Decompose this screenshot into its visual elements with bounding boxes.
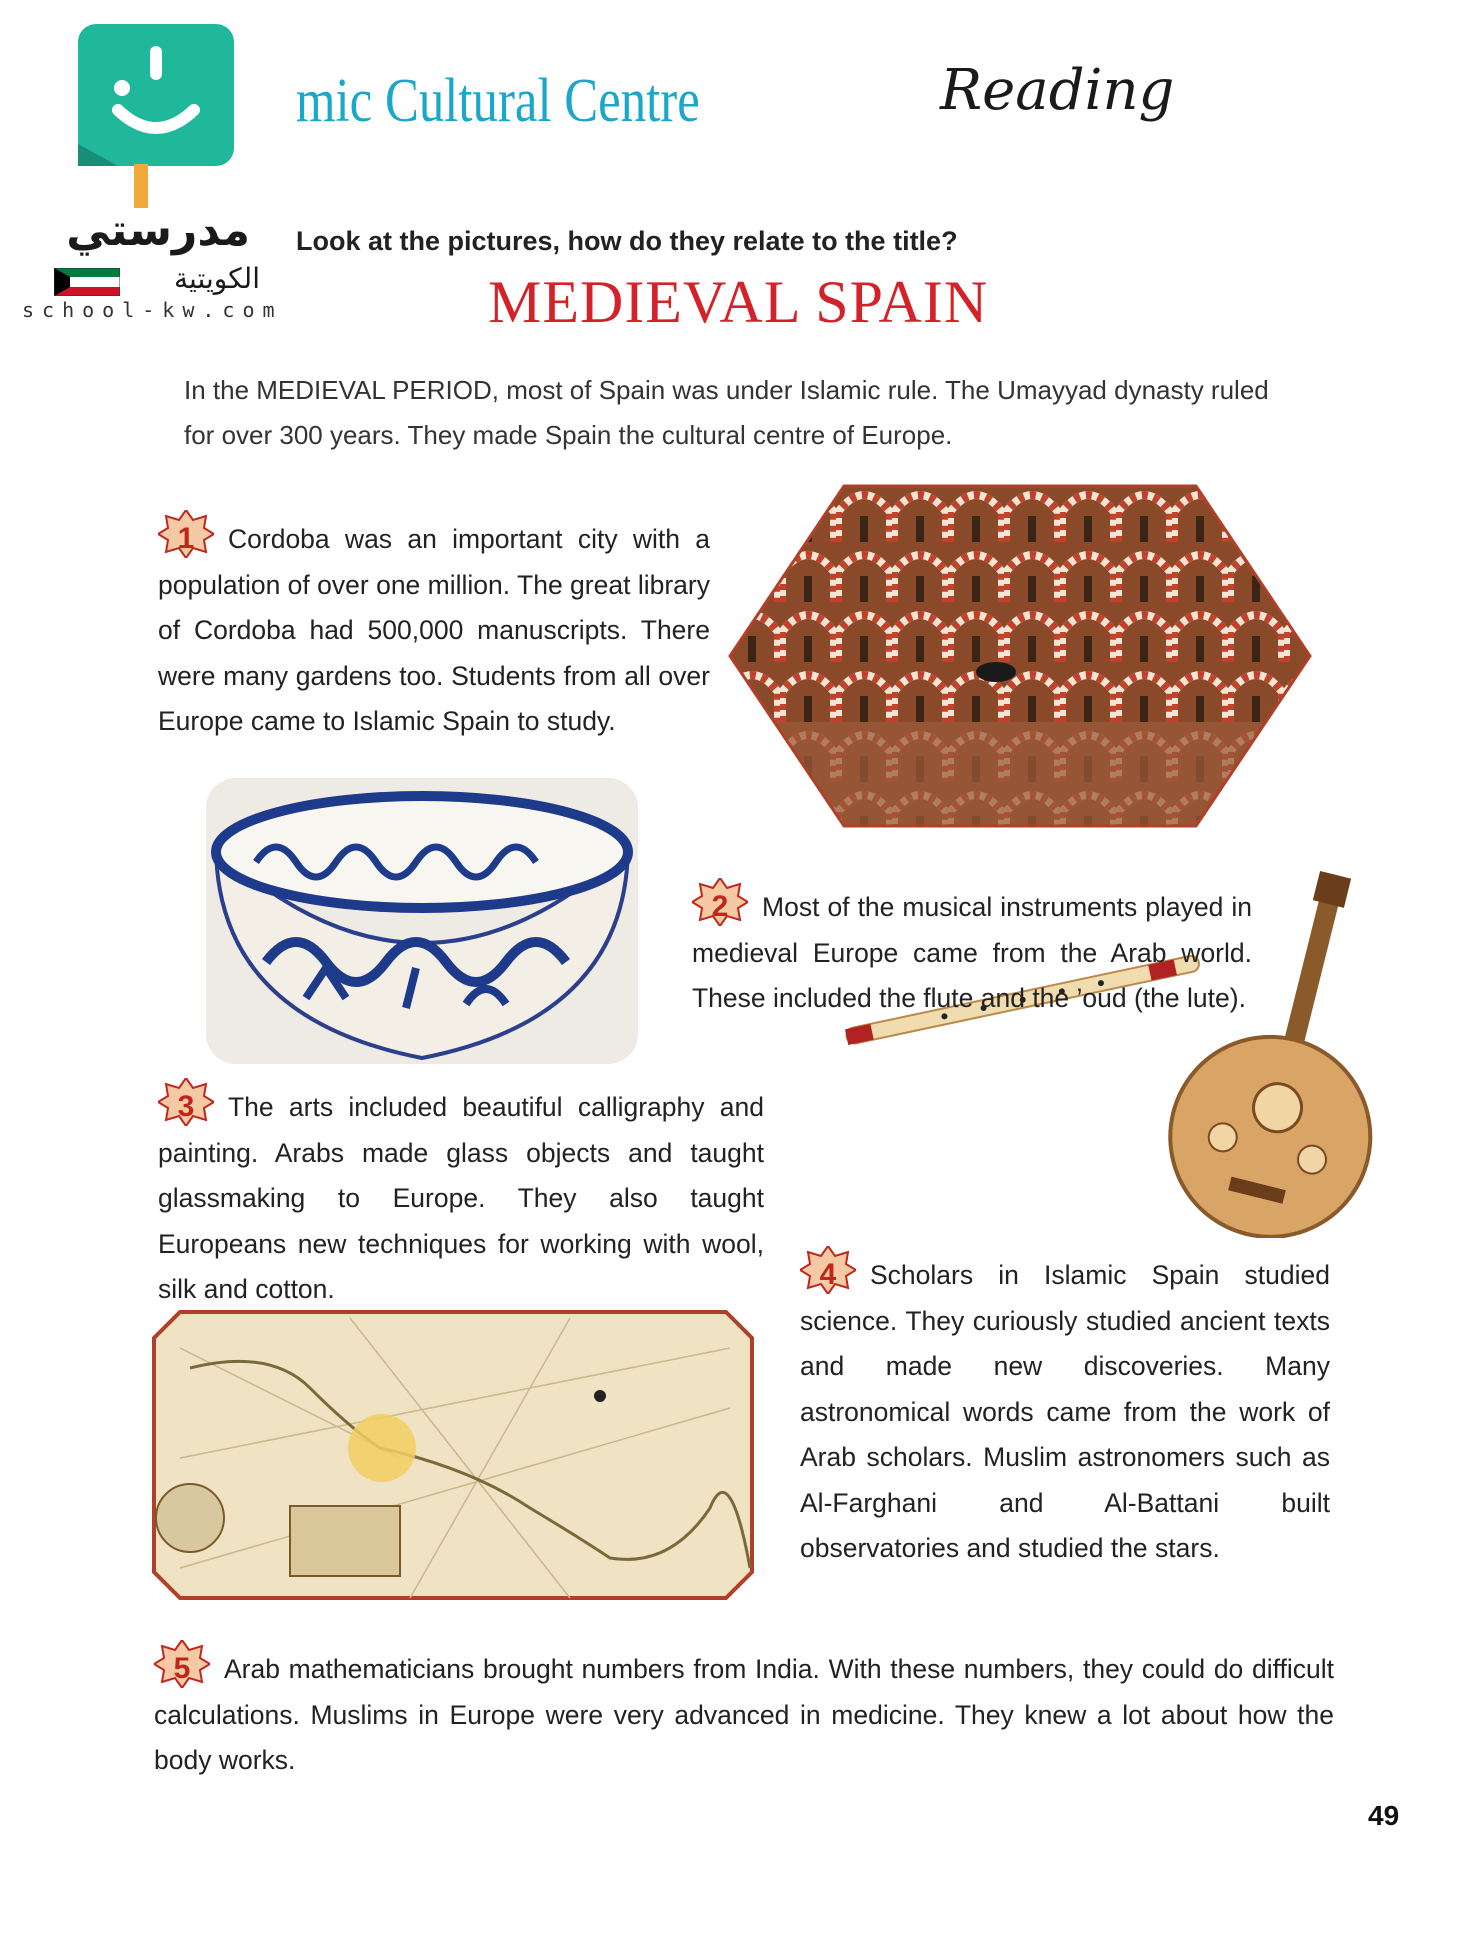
number-badge-label: 5 xyxy=(173,1652,191,1685)
calligraphy-bowl-image xyxy=(206,778,638,1064)
section-5-text: Arab mathematicians brought numbers from India. With these numbers, they could do difficult calculations. Muslims in Europe were very advanced in medicine. They knew a lot about how the body works. xyxy=(154,1654,1334,1775)
kuwait-flag-icon xyxy=(54,268,120,296)
section-tag: Reading xyxy=(940,58,1175,123)
number-badge-3 xyxy=(158,1078,214,1126)
number-badge-label: 3 xyxy=(177,1090,195,1123)
antique-map-image xyxy=(150,1308,756,1602)
page-title: MEDIEVAL SPAIN xyxy=(488,269,989,335)
logo-badge xyxy=(78,24,234,166)
header-title: mic Cultural Centre xyxy=(296,67,700,135)
logo-arabic-name: مدرستي xyxy=(66,205,250,256)
number-badge-2 xyxy=(692,878,748,926)
number-badge-4 xyxy=(800,1246,856,1294)
smile-logo-icon xyxy=(78,24,234,166)
logo-website[interactable]: school-kw.com xyxy=(22,298,283,322)
section-4-paragraph xyxy=(800,1246,1330,1572)
number-badge-label: 1 xyxy=(177,522,195,555)
prompt-question: Look at the pictures, how do they relate to the title? xyxy=(296,226,958,256)
number-badge-1 xyxy=(158,510,214,558)
number-badge-label: 2 xyxy=(711,890,729,923)
section-1-paragraph xyxy=(158,510,710,745)
section-2-text: Most of the musical instruments played in medieval Europe came from the Arab world. These included the flute and the ’oud (the lute). xyxy=(692,892,1252,1013)
logo-bookmark xyxy=(134,164,148,208)
section-3-paragraph xyxy=(158,1078,764,1313)
section-1-text: Cordoba was an important city with a population of over one million. The great library of Cordoba had 500,000 manuscripts. There were many gardens too. Students from all over Europe came to Islamic Spain to study. xyxy=(158,524,710,736)
mosque-arches-image xyxy=(724,482,1316,830)
number-badge-label: 4 xyxy=(819,1258,837,1291)
number-badge-5 xyxy=(154,1640,210,1688)
logo-arabic-sub: الكويتية xyxy=(174,262,260,295)
section-4-text: Scholars in Islamic Spain studied science. They curiously studied ancient texts and made new discoveries. Many astronomical words came from the work of Arab scholars. Muslim astronomers such as Al-Farghani and Al-Battani built observatories and studied the stars. xyxy=(800,1260,1330,1563)
page-number: 49 xyxy=(1368,1800,1400,1831)
section-2-paragraph xyxy=(692,878,1252,1022)
intro-paragraph: In the MEDIEVAL PERIOD, most of Spain was under Islamic rule. The Umayyad dynasty ruled for over 300 years. They made Spain the cultural centre of Europe. xyxy=(184,375,1269,450)
section-3-text: The arts included beautiful calligraphy and painting. Arabs made glass objects and taught glassmaking to Europe. They also taught Europeans new techniques for working with wool, silk and cotton. xyxy=(158,1092,764,1304)
section-5-paragraph xyxy=(154,1640,1334,1784)
